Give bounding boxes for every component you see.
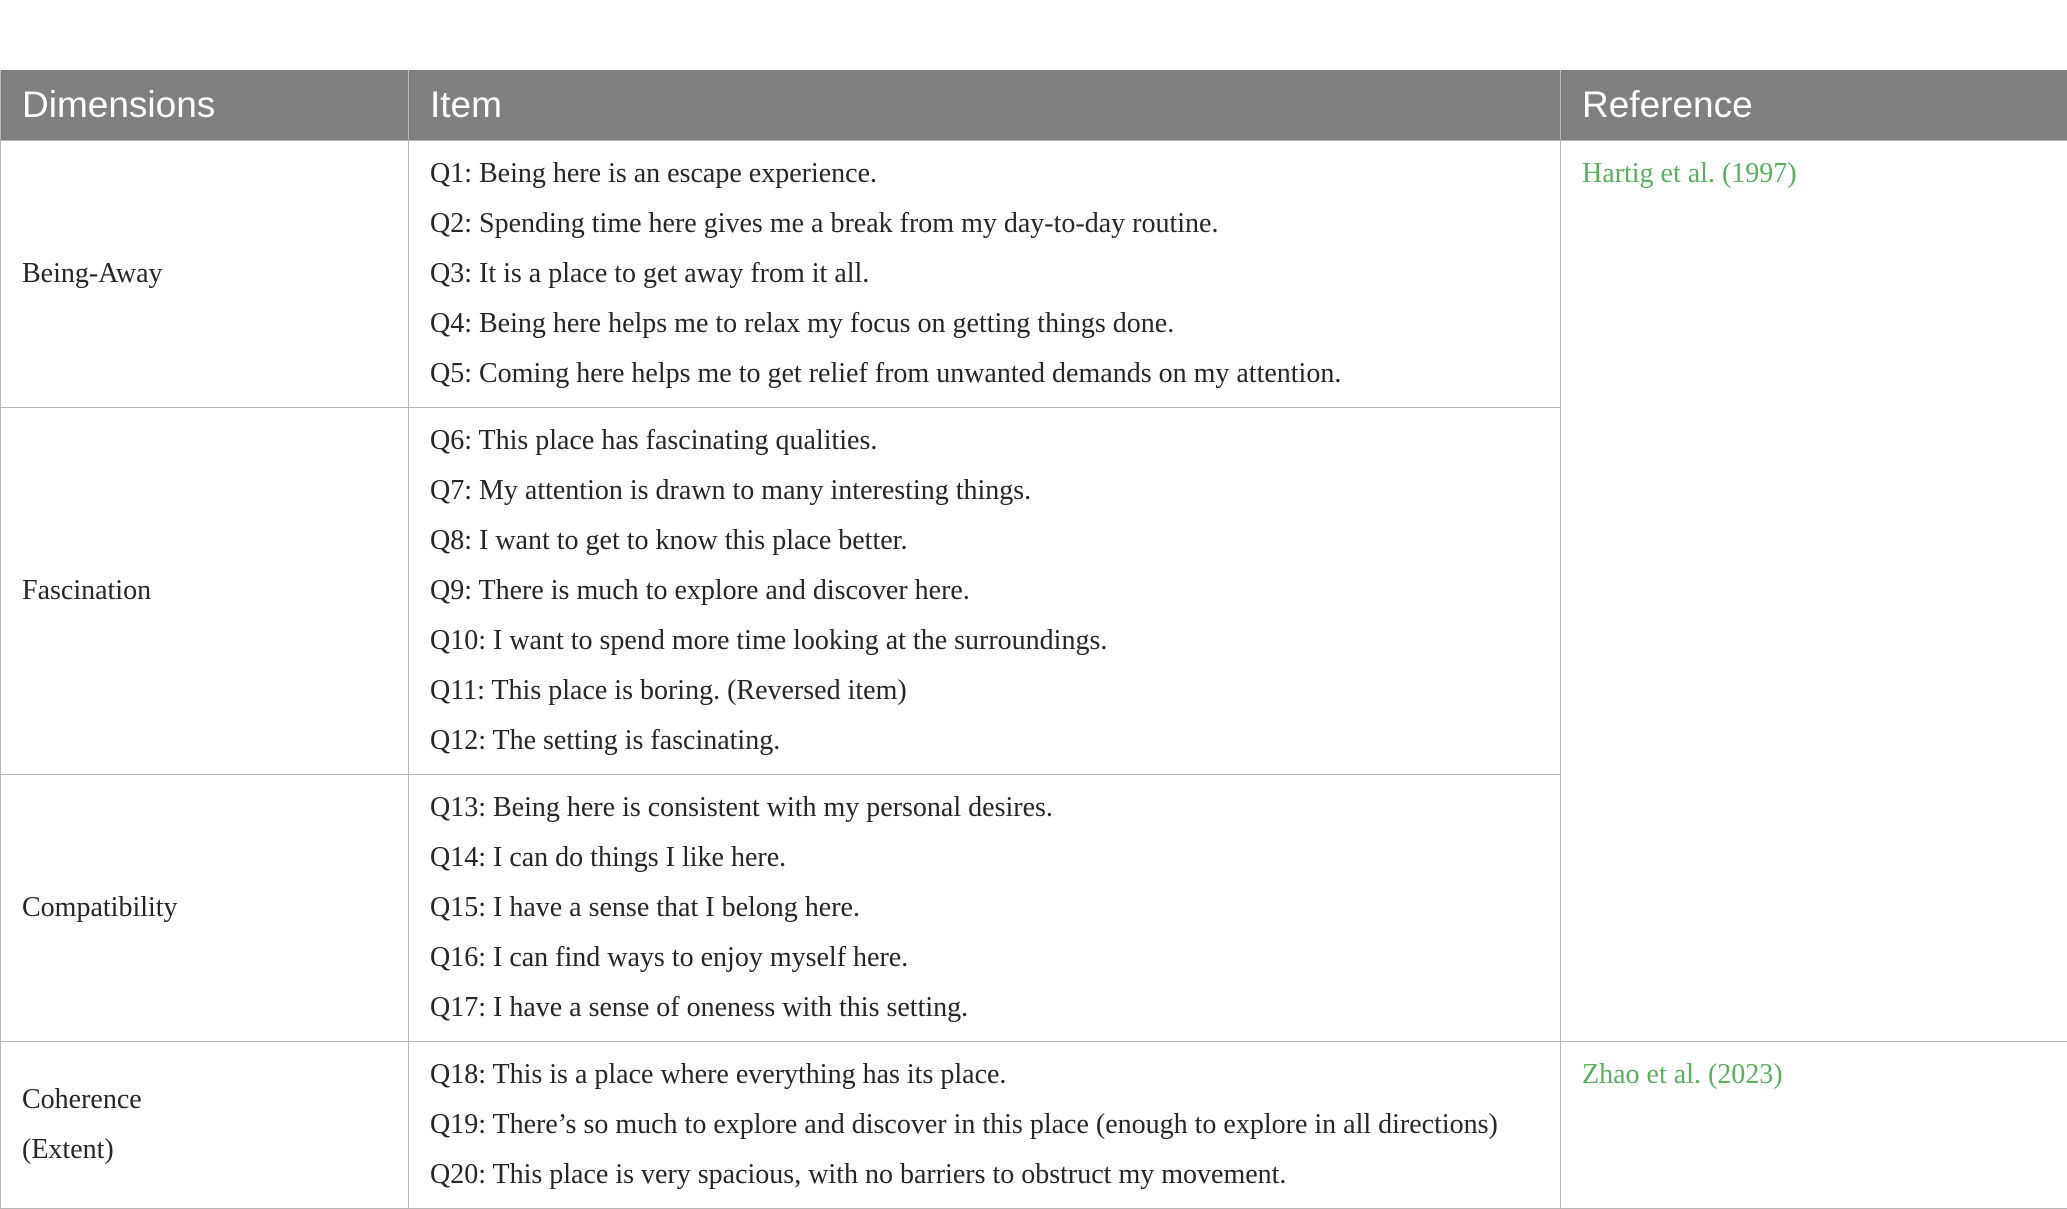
column-header-item: Item bbox=[409, 70, 1561, 141]
list-item: Q4: Being here helps me to relax my focus on getting things done. bbox=[430, 299, 1560, 349]
list-item: Q17: I have a sense of oneness with this setting. bbox=[430, 983, 1560, 1033]
list-item: Q20: This place is very spacious, with no barriers to obstruct my movement. bbox=[430, 1150, 1560, 1200]
column-header-dimensions: Dimensions bbox=[1, 70, 409, 141]
items-cell-fascination bbox=[409, 408, 1561, 775]
list-item: Q13: Being here is consistent with my personal desires. bbox=[430, 783, 1560, 833]
dimension-cell-coherence bbox=[1, 1042, 409, 1209]
list-item: Q18: This is a place where everything has its place. bbox=[430, 1050, 1560, 1100]
list-item: Q16: I can find ways to enjoy myself here. bbox=[430, 933, 1560, 983]
list-item: Q7: My attention is drawn to many interesting things. bbox=[430, 466, 1560, 516]
list-item: Q5: Coming here helps me to get relief from unwanted demands on my attention. bbox=[430, 349, 1560, 399]
item-list bbox=[430, 141, 1560, 407]
list-item: Q14: I can do things I like here. bbox=[430, 833, 1560, 883]
reference-link-zhao[interactable]: Zhao et al. (2023) bbox=[1582, 1050, 2067, 1100]
list-item: Q9: There is much to explore and discover here. bbox=[430, 566, 1560, 616]
dimension-cell-being-away bbox=[1, 141, 409, 408]
reference-cell-zhao bbox=[1561, 1042, 2067, 1209]
list-item: Q6: This place has fascinating qualities. bbox=[430, 416, 1560, 466]
dimension-cell-compatibility bbox=[1, 775, 409, 1042]
reference-link-hartig[interactable]: Hartig et al. (1997) bbox=[1582, 149, 2067, 199]
dimension-sublabel: (Extent) bbox=[22, 1125, 408, 1175]
item-list bbox=[430, 775, 1560, 1041]
list-item: Q11: This place is boring. (Reversed item) bbox=[430, 666, 1560, 716]
table-row bbox=[1, 141, 2067, 408]
dimension-label: Coherence bbox=[22, 1075, 408, 1125]
list-item: Q8: I want to get to know this place better. bbox=[430, 516, 1560, 566]
list-item: Q2: Spending time here gives me a break from my day-to-day routine. bbox=[430, 199, 1560, 249]
table-header-row bbox=[1, 70, 2067, 141]
dimension-label: Being-Away bbox=[22, 249, 408, 299]
list-item: Q10: I want to spend more time looking at the surroundings. bbox=[430, 616, 1560, 666]
list-item: Q15: I have a sense that I belong here. bbox=[430, 883, 1560, 933]
column-header-reference: Reference bbox=[1561, 70, 2067, 141]
dimension-label: Fascination bbox=[22, 566, 408, 616]
item-list bbox=[430, 408, 1560, 774]
reference-cell-hartig bbox=[1561, 141, 2067, 1042]
dimension-label: Compatibility bbox=[22, 883, 408, 933]
items-cell-compatibility bbox=[409, 775, 1561, 1042]
list-item: Q12: The setting is fascinating. bbox=[430, 716, 1560, 766]
list-item: Q19: There’s so much to explore and discover in this place (enough to explore in all directions) bbox=[430, 1100, 1560, 1150]
items-cell-coherence bbox=[409, 1042, 1561, 1209]
table-row bbox=[1, 1042, 2067, 1209]
items-cell-being-away bbox=[409, 141, 1561, 408]
dimension-cell-fascination bbox=[1, 408, 409, 775]
list-item: Q3: It is a place to get away from it all. bbox=[430, 249, 1560, 299]
list-item: Q1: Being here is an escape experience. bbox=[430, 149, 1560, 199]
table-top-margin bbox=[1, 0, 2067, 70]
item-list bbox=[430, 1042, 1560, 1208]
